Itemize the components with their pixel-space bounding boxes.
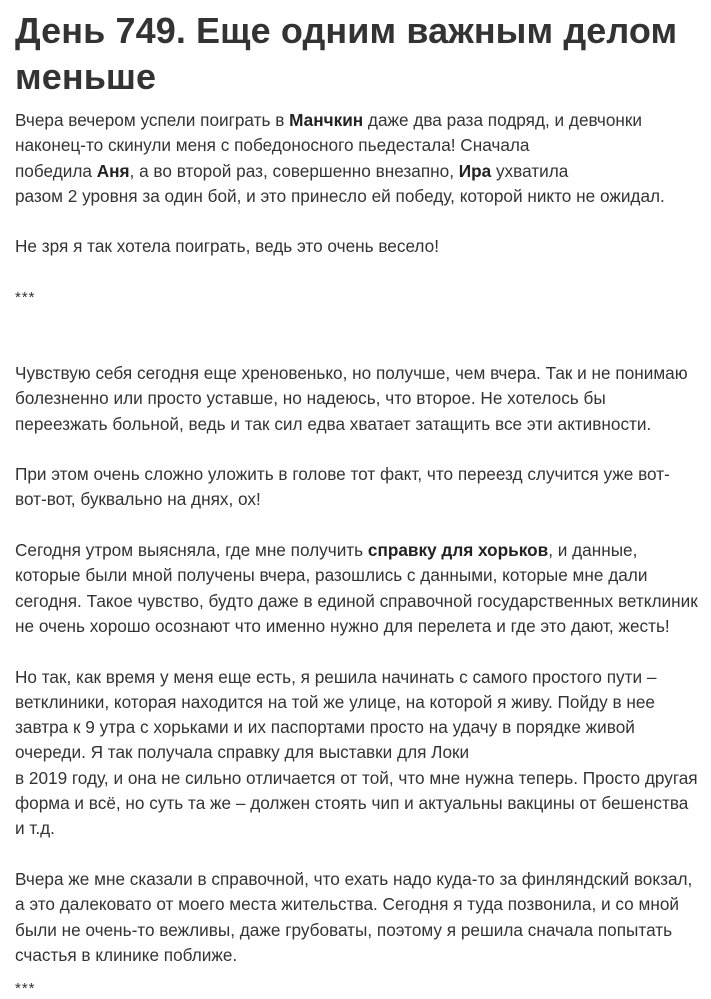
section-separator-bottom: *** [15,980,36,997]
section-separator: *** [15,289,36,307]
article [15,8,700,968]
text-span: , а во второй раз, совершенно внезапно, [129,160,459,181]
paragraph-gap [15,639,700,664]
paragraph-health: Чувствую себя сегодня еще хреновенько, но получше, чем вчера. Так и не понимаю болезненно или просто уставше, но надеюсь, что второе. Не хотелось бы переезжать больной, ведь и так сил едва хватает затащить все эти активности. [15,362,688,434]
bold-certificate: справку для хорьков [367,540,549,561]
paragraph-munchkin [15,108,700,209]
text-span: победила [15,160,97,181]
bold-anya: Аня [96,160,130,181]
paragraph-gap [15,336,700,361]
text-span: в 2019 году, и она не сильно отличается от той, что мне нужна теперь. Просто другая форма и всё, но суть та же – должен стоять чип и актуальны вакцины от бешенства и т.д. [15,767,698,839]
paragraph-gap [15,260,700,285]
paragraph-certificate [15,538,700,639]
paragraph-gap [15,437,700,462]
paragraph-gap [15,310,700,335]
paragraph-helpdesk: Вчера же мне сказали в справочной, что ехать надо куда-то за финляндский вокзал, а это далековато от моего места жительства. Сегодня я туда позвонила, и со мной были не очень-то вежливы, даже грубоваты, поэтому я решила сначала попытать счастья в клинике поближе. [15,868,693,965]
text-span: Но так, как время у меня еще есть, я решила начинать с самого простого пути – ветклиники, которая находится на той же улице, на которой я живу. Пойду в нее завтра к 9 утра с хорьками и их паспортами просто на удачу в порядке живой очереди. Я так получала справку для выставки для Локи [15,666,657,763]
paragraph-vet-clinic [15,665,700,842]
paragraph-gap [15,209,700,234]
paragraph-gap [15,513,700,538]
text-span: Вчера вечером успели поиграть в [15,110,290,130]
article-title: День 749. Еще одним важным делом меньше [15,10,678,97]
bold-munchkin: Манчкин [289,110,364,130]
paragraph-gap [15,842,700,867]
text-span: даже два раза подряд, и девчонки наконец-то скинули меня с победоносного пьедестала! Сначала [15,110,642,156]
bold-ira: Ира [458,160,492,181]
paragraph-moving: При этом очень сложно уложить в голове тот факт, что переезд случится уже вот-вот-вот, буквально на днях, ох! [15,464,670,510]
text-span: Сегодня утром выясняла, где мне получить [15,540,368,561]
text-span: , и данные, которые были мной получены вчера, разошлись с данными, которые мне дали сегодня. Такое чувство, будто даже в единой справочной государственных ветклиник не очень хорошо осознают что именно нужно для перелета и где это дают, жесть! [15,540,698,636]
text-span: разом 2 уровня за один бой, и это принесло ей победу, которой никто не ожидал. [15,185,665,206]
text-span: ухватила [491,160,569,181]
paragraph-fun: Не зря я так хотела поиграть, ведь это очень весело! [15,236,439,257]
